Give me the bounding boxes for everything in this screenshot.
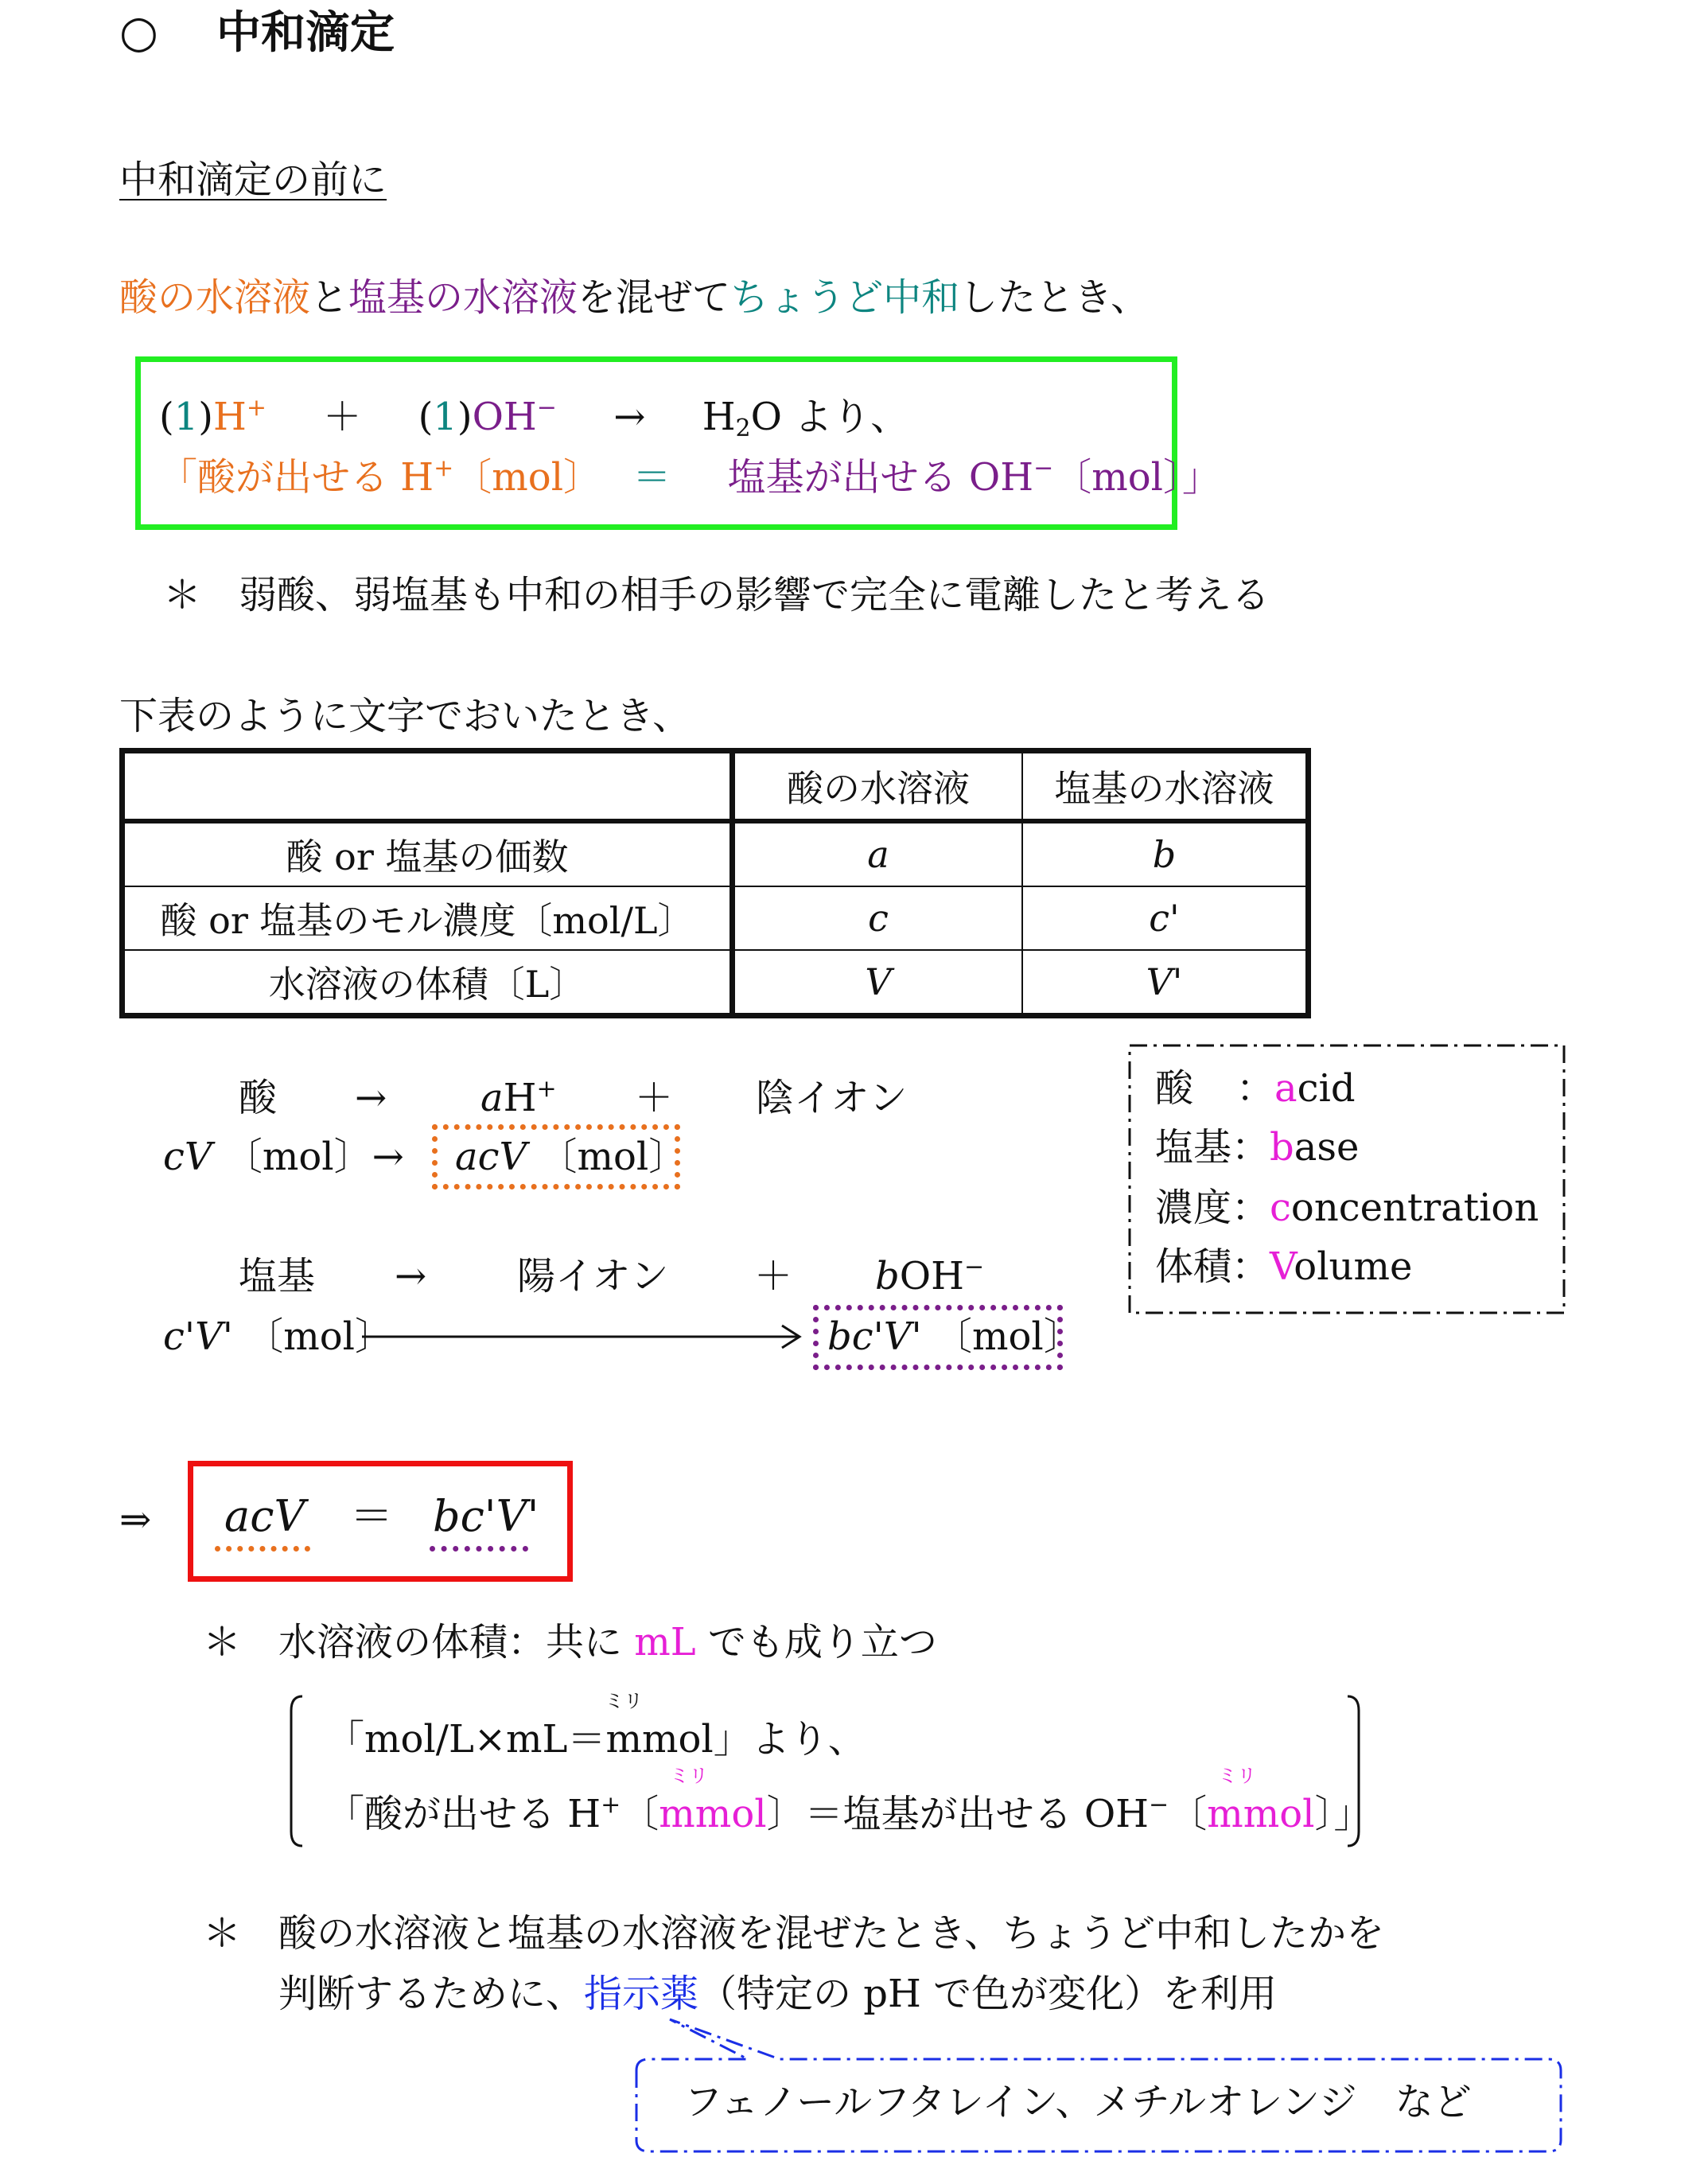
acid-anion: 陰イオン [756, 1076, 908, 1120]
coef-2: 1 [433, 395, 457, 439]
note-2-text: 水溶液の体積：共に mL でも成り立つ [278, 1620, 937, 1664]
note-3-line-1: 酸の水溶液と塩基の水溶液を混ぜたとき、ちょうど中和したかを [278, 1911, 1385, 1956]
paren: ( [159, 395, 174, 439]
acid-amount: cV 〔mol〕→ [163, 1135, 404, 1179]
base-oh-ion: bOH− [875, 1253, 985, 1298]
table-cell: V' [1022, 950, 1309, 1016]
implies-arrow: ⇒ [119, 1497, 152, 1542]
acid-plus: ＋ [635, 1076, 674, 1120]
acid-species: 酸 [239, 1076, 278, 1120]
intro-end: したとき、 [959, 275, 1150, 320]
table-cell: 水溶液の体積〔L〕 [123, 950, 733, 1016]
table-header-cell: 塩基の水溶液 [1022, 751, 1309, 822]
base-cation: 陽イオン [517, 1254, 669, 1298]
table-cell: a [733, 821, 1023, 886]
table-header-row [123, 751, 1309, 822]
acid-arrow: → [355, 1076, 387, 1120]
paren: ) [198, 395, 214, 439]
variables-table [119, 748, 1311, 1018]
note-3-star: ＊ [203, 1911, 242, 1956]
result-lhs: acV [224, 1491, 305, 1541]
equation-line-1 [159, 393, 908, 441]
bracket-close: 」 [1182, 455, 1221, 500]
legend-item-volume: 体積：Volume [1155, 1244, 1413, 1289]
result-rhs-underline [430, 1546, 528, 1552]
note-1-star: ＊ [163, 573, 202, 617]
table-row [123, 886, 1309, 950]
result-equals: ＝ [350, 1491, 393, 1541]
callout-balloon [621, 1997, 1575, 2156]
equation-box [135, 356, 1177, 530]
intro-sentence [119, 274, 1149, 321]
plus-sign: ＋ [323, 395, 362, 439]
legend-item-concentration: 濃度：concentration [1155, 1186, 1539, 1230]
acid-h-ion: aH+ [480, 1075, 557, 1120]
base-product: bc'V' 〔mol〕 [827, 1314, 1082, 1359]
intro-base: 塩基の水溶液 [348, 275, 578, 320]
bracket-open: 「 [159, 455, 198, 500]
acid-mol: 〔mol〕 [453, 455, 602, 500]
equation-line-2: 「酸が出せる H+〔mol〕 ＝ 塩基が出せる OH−〔mol〕」 [159, 454, 1221, 500]
table-row [123, 950, 1309, 1016]
legend-item-acid: 酸 ：acid [1155, 1066, 1356, 1111]
indicator-term: 指示薬 [584, 1972, 699, 2016]
table-cell: V [733, 950, 1023, 1016]
acid-h-text: 酸が出せる H [197, 455, 434, 500]
note-1-text: 弱酸、弱塩基も中和の相手の影響で完全に電離したと考える [239, 573, 1270, 617]
ml-unit: mL [634, 1620, 696, 1664]
table-intro: 下表のように文字でおいたとき、 [119, 694, 691, 738]
note-2-line-1: 「mol/L×mL＝m ミリ mol」より、 [326, 1690, 866, 1762]
acid-product: acV 〔mol〕 [455, 1135, 687, 1179]
base-oh-text: 塩基が出せる OH [727, 455, 1034, 500]
base-arrow: → [395, 1254, 427, 1298]
ruby-milli: ミリ [670, 1765, 709, 1787]
paren: ) [457, 395, 473, 439]
h-ion: H+ [213, 394, 267, 439]
table-cell: 酸 or 塩基の価数 [123, 821, 733, 886]
table-row [123, 821, 1309, 886]
water: $H_2O$ [702, 395, 782, 442]
page-title: 中和滴定 [216, 6, 395, 59]
table-cell: c [733, 886, 1023, 950]
result-rhs: bc'V' [433, 1491, 539, 1541]
table-cell: c' [1022, 886, 1309, 950]
table-header-cell: 酸の水溶液 [733, 751, 1023, 822]
base-plus: ＋ [754, 1254, 793, 1298]
result-lhs-underline [215, 1546, 310, 1552]
coef-1: 1 [173, 395, 199, 439]
ruby-milli: ミリ [605, 1690, 644, 1712]
paren: ( [418, 395, 434, 439]
title-circle: ○ [119, 6, 158, 58]
note-2-line-2: 「酸が出せる H+〔mmol ミリ 〕＝塩基が出せる OH−〔mmol ミリ 〕」 [326, 1765, 1372, 1836]
table-cell: b [1022, 821, 1309, 886]
note-3-line-2: 判断するために、指示薬（特定の pH で色が変化）を利用 [278, 1972, 1278, 2016]
long-arrow [362, 1321, 807, 1353]
base-species: 塩基 [239, 1254, 316, 1298]
note-2-star: ＊ [203, 1620, 242, 1664]
oh-ion: OH− [472, 394, 557, 439]
intro-mid: を混ぜて [578, 275, 731, 320]
base-amount: c'V' 〔mol〕 [163, 1314, 393, 1359]
intro-neutral: ちょうど中和 [730, 275, 960, 320]
legend-item-base: 塩基：base [1155, 1125, 1360, 1170]
section-heading: 中和滴定の前に [119, 158, 387, 202]
table-header-cell [123, 751, 733, 822]
equals-sign: ＝ [632, 455, 671, 500]
arrow: → [613, 395, 646, 439]
indicator-examples: フェノールフタレイン、メチルオレンジ など [684, 2080, 1472, 2124]
yori: より、 [794, 395, 909, 439]
table-cell: 酸 or 塩基のモル濃度〔mol/L〕 [123, 886, 733, 950]
intro-to: と [310, 275, 349, 320]
ruby-milli: ミリ [1218, 1765, 1257, 1787]
base-mol: 〔mol〕 [1053, 455, 1183, 500]
intro-acid: 酸の水溶液 [119, 275, 311, 320]
